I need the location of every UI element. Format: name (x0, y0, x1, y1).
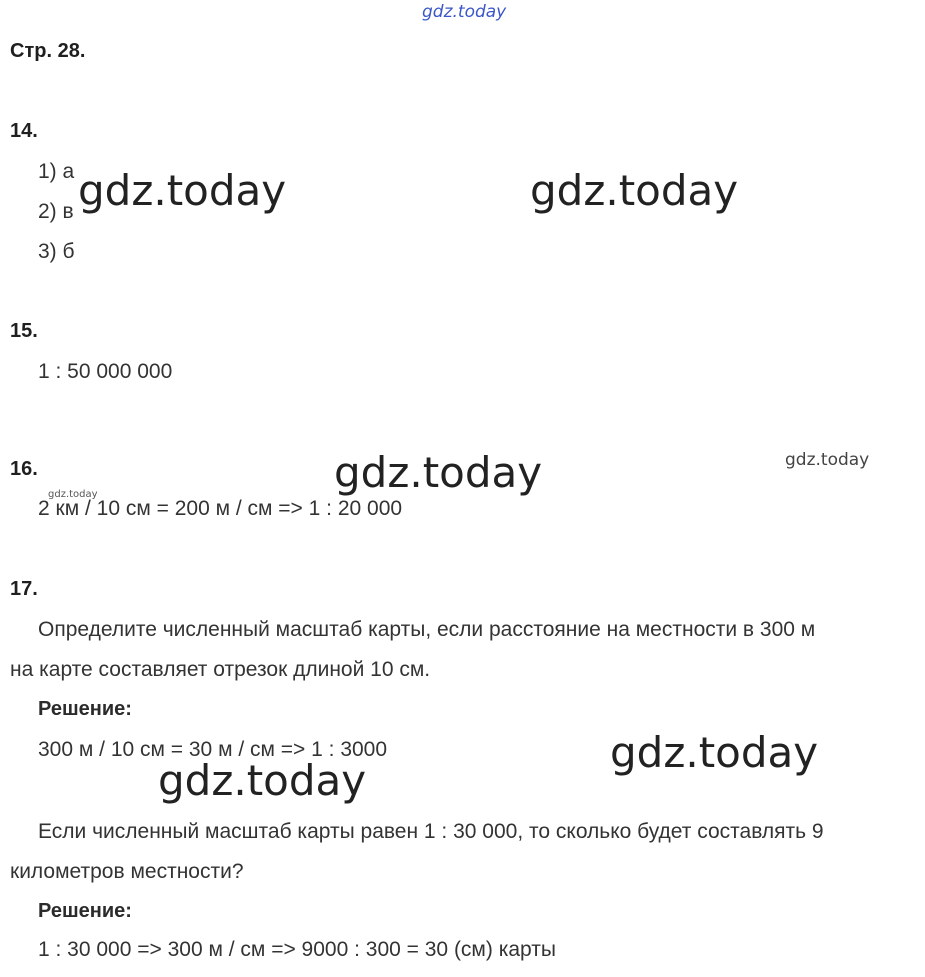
task-14-answer-3: 3) б (38, 240, 75, 263)
task-16-answer: 2 км / 10 см = 200 м / см => 1 : 20 000 (38, 497, 403, 520)
watermark-large: gdz.today (158, 756, 367, 805)
task-17-question-2-line-2: километров местности? (10, 860, 244, 883)
task-14-answer-1: 1) а (38, 160, 75, 183)
task-17-number: 17. (10, 578, 38, 600)
watermark-large: gdz.today (334, 448, 543, 497)
task-17-question-2-line-1: Если численный масштаб карты равен 1 : 30 000, то сколько будет составлять 9 (38, 820, 824, 843)
task-16-number: 16. (10, 458, 38, 480)
watermark-small: gdz.today (785, 450, 870, 470)
task-15-answer: 1 : 50 000 000 (38, 360, 173, 383)
task-15-number: 15. (10, 320, 38, 342)
task-14-number: 14. (10, 120, 38, 142)
task-17-solution-1: 300 м / 10 см = 30 м / см => 1 : 3000 (38, 738, 388, 761)
task-17-solution-label-1: Решение: (38, 698, 132, 720)
task-17-question-1-line-1: Определите численный масштаб карты, если расстояние на местности в 300 м (38, 618, 816, 641)
task-17-solution-2: 1 : 30 000 => 300 м / см => 9000 : 300 = 30 (см) карты (38, 938, 556, 961)
task-17-question-1-line-2: на карте составляет отрезок длиной 10 см. (10, 658, 431, 681)
watermark-tiny: gdz.today (48, 489, 98, 500)
task-17-solution-label-2: Решение: (38, 900, 132, 922)
page-label: Стр. 28. (10, 40, 86, 62)
task-14-answer-2: 2) в (38, 200, 74, 223)
watermark-large: gdz.today (530, 166, 739, 215)
watermark-large: gdz.today (78, 166, 287, 215)
watermark-top: gdz.today (422, 2, 507, 22)
watermark-large: gdz.today (610, 728, 819, 777)
